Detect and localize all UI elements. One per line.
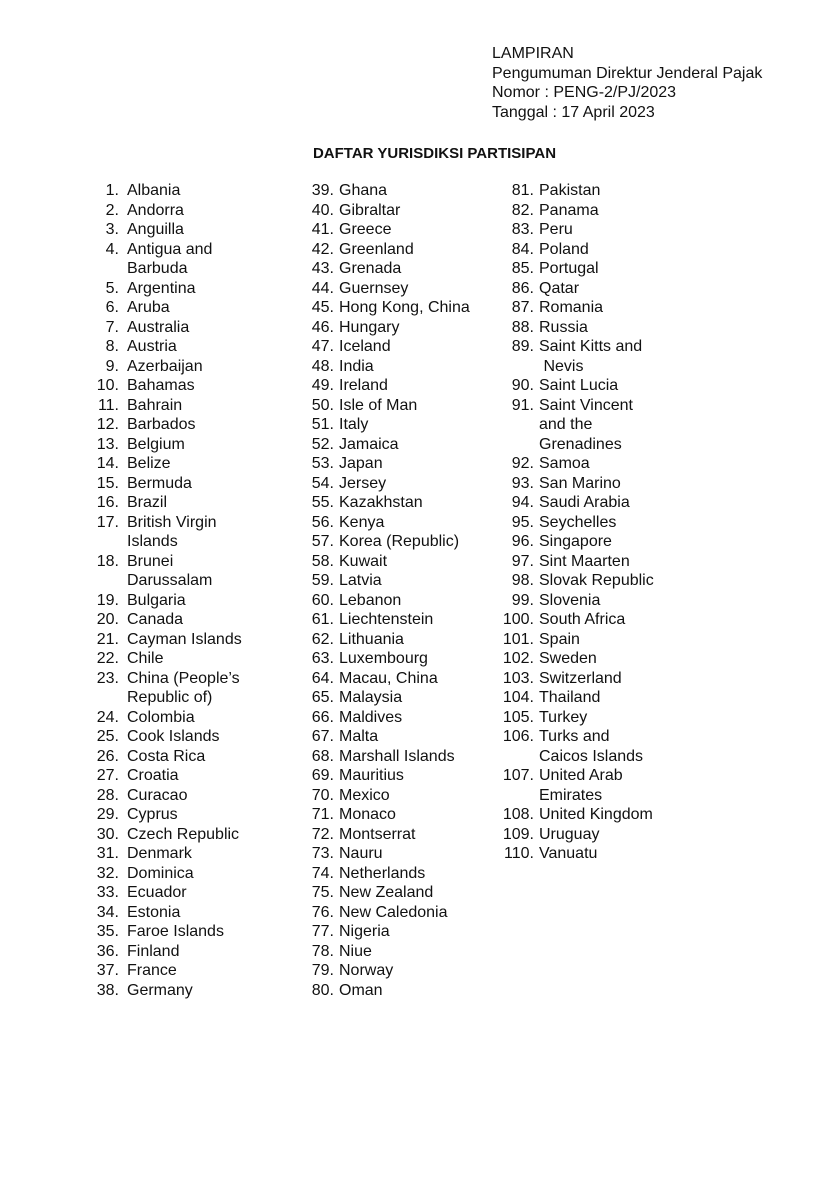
item-number: 75. [311,884,334,901]
jurisdiction-name: Nigeria [339,923,390,940]
jurisdiction-name: Saudi Arabia [539,494,630,511]
item-number: 68. [311,747,334,765]
jurisdiction-name: Slovak Republic [539,572,654,589]
jurisdiction-name: Lithuania [339,630,404,648]
jurisdiction-item [0,942,470,962]
jurisdiction-name: United Kingdom [539,806,653,823]
jurisdiction-name: Nauru [339,845,383,862]
jurisdiction-name: San Marino [539,474,621,492]
jurisdiction-name: Curacao [127,786,188,804]
item-number: 18. [96,552,119,570]
item-number: 38. [96,981,119,999]
item-number: 19. [96,591,119,609]
item-number: 30. [96,825,119,843]
jurisdiction-name: Maldives [339,708,403,726]
header-line-number: Nomor : PENG-2/PJ/2023 [492,84,677,101]
jurisdiction-item [0,220,654,240]
item-number: 44. [311,279,334,297]
item-number: 87. [511,299,534,316]
item-number: 2. [105,201,119,219]
jurisdiction-name: Guernsey [339,279,409,297]
jurisdiction-name: Sweden [539,650,597,667]
jurisdiction-item [0,961,470,981]
item-number: 63. [311,650,334,667]
item-number: 51. [311,416,334,433]
item-number: 65. [311,689,334,706]
jurisdiction-item [0,259,654,279]
item-number: 66. [311,708,334,726]
item-number: 84. [511,240,534,258]
jurisdiction-name: China (People’s Republic of) [127,669,240,706]
item-number: 5. [105,279,119,297]
jurisdiction-item [0,474,654,494]
jurisdiction-item [0,883,470,903]
jurisdiction-name: Czech Republic [127,825,240,843]
jurisdiction-name: Montserrat [339,825,416,843]
jurisdiction-name: Kazakhstan [339,494,423,511]
jurisdiction-name: Niue [339,942,372,960]
item-number: 37. [96,962,119,979]
jurisdiction-name: Denmark [127,845,192,862]
jurisdiction-name: Turkey [539,708,588,726]
jurisdiction-name: Mauritius [339,767,404,784]
item-number: 69. [311,767,334,784]
item-number: 78. [311,942,334,960]
jurisdiction-name: Portugal [539,260,599,277]
item-number: 25. [96,728,119,745]
jurisdiction-item [0,493,654,513]
jurisdiction-name: Kuwait [339,552,388,570]
jurisdiction-name: Argentina [127,279,196,297]
jurisdiction-name: Colombia [127,708,195,726]
jurisdiction-name: Saint Vincent and the Grenadines [539,396,633,453]
item-number: 104. [502,689,534,706]
item-number: 61. [311,611,334,628]
item-number: 70. [311,786,334,804]
jurisdiction-name: United Arab Emirates [539,767,623,804]
jurisdiction-name: Italy [339,416,369,433]
item-number: 24. [96,708,119,726]
jurisdiction-item [0,396,654,455]
jurisdiction-item [0,630,654,650]
jurisdiction-name: Bahamas [127,377,195,394]
jurisdiction-item [0,805,654,825]
item-number: 101. [502,630,534,648]
header-line-date: Tanggal : 17 April 2023 [492,103,655,121]
item-number: 80. [311,981,334,999]
item-number: 86. [511,279,534,297]
jurisdiction-name: India [339,357,374,375]
item-number: 54. [311,474,334,492]
item-number: 15. [96,474,119,492]
item-number: 46. [311,318,334,336]
jurisdiction-name: Cayman Islands [127,630,242,648]
jurisdiction-item [0,708,654,728]
jurisdiction-item [0,727,654,766]
jurisdiction-name: South Africa [539,611,626,628]
item-number: 40. [311,201,334,219]
jurisdiction-name: Costa Rica [127,747,206,765]
item-number: 58. [311,552,334,570]
item-number: 92. [511,455,534,472]
jurisdiction-item [0,591,654,611]
item-number: 43. [311,260,334,277]
jurisdiction-name: Qatar [539,279,580,297]
jurisdiction-name: Greenland [339,240,414,258]
jurisdiction-name: Latvia [339,572,382,589]
item-number: 29. [96,806,119,823]
jurisdiction-name: Bulgaria [127,591,186,609]
jurisdiction-item [0,201,654,221]
jurisdiction-name: Monaco [339,806,396,823]
jurisdiction-item [0,864,470,884]
jurisdiction-name: Ecuador [127,884,187,901]
jurisdiction-name: Macau, China [339,669,438,687]
item-number: 99. [511,591,534,609]
item-number: 105. [502,708,534,726]
item-number: 71. [311,806,334,823]
jurisdiction-item [0,298,654,318]
item-number: 7. [105,318,119,336]
item-number: 62. [311,630,334,648]
jurisdiction-name: Liechtenstein [339,611,434,628]
jurisdiction-item [0,922,470,942]
item-number: 8. [105,338,119,355]
jurisdiction-name: Uruguay [539,825,600,843]
jurisdiction-name: Jamaica [339,435,399,453]
jurisdiction-item [0,240,654,260]
item-number: 9. [105,357,119,375]
jurisdiction-item [0,376,654,396]
item-number: 32. [96,864,119,882]
jurisdiction-item [0,532,654,552]
item-number: 39. [311,182,334,199]
jurisdiction-item [0,981,470,1001]
jurisdiction-name: Saint Lucia [539,377,619,394]
item-number: 4. [105,240,119,258]
item-number: 53. [311,455,334,472]
item-number: 74. [311,864,334,882]
item-number: 33. [96,884,119,901]
jurisdiction-name: Malta [339,728,379,745]
item-number: 31. [96,845,119,862]
jurisdiction-item [0,552,654,572]
item-number: 21. [96,630,119,648]
jurisdiction-name: Faroe Islands [127,923,224,940]
jurisdiction-name: Azerbaijan [127,357,203,375]
item-number: 11. [97,396,119,414]
item-number: 52. [311,435,334,453]
jurisdiction-name: British Virgin Islands [127,513,217,550]
item-number: 47. [311,338,334,355]
item-number: 45. [311,299,334,316]
jurisdiction-name: Sint Maarten [539,552,630,570]
item-number: 28. [96,786,119,804]
item-number: 73. [311,845,334,862]
item-number: 106. [502,728,534,745]
item-number: 50. [311,396,334,414]
jurisdiction-name: Canada [127,611,184,628]
jurisdiction-item [0,337,654,376]
item-number: 90. [511,377,534,394]
jurisdiction-item [0,825,654,845]
item-number: 108. [502,806,534,823]
jurisdiction-name: Oman [339,981,383,999]
item-number: 79. [311,962,334,979]
jurisdiction-item [0,279,654,299]
jurisdiction-name: Mexico [339,786,390,804]
jurisdiction-name: Albania [127,182,181,199]
jurisdiction-item [0,610,654,630]
item-number: 72. [311,825,334,843]
item-number: 3. [105,221,119,238]
item-number: 48. [311,357,334,375]
jurisdiction-name: Barbados [127,416,196,433]
jurisdiction-name: Brazil [127,494,168,511]
jurisdiction-name: Spain [539,630,580,648]
jurisdiction-name: Luxembourg [339,650,428,667]
jurisdiction-name: Bahrain [127,396,183,414]
item-number: 103. [502,669,534,687]
jurisdiction-name: Hungary [339,318,400,336]
jurisdiction-name: Greece [339,221,392,238]
item-number: 60. [311,591,334,609]
item-number: 110. [504,845,534,862]
jurisdiction-item [0,903,470,923]
item-number: 107. [502,767,534,784]
item-number: 41. [311,221,334,238]
jurisdiction-name: Hong Kong, China [339,299,470,316]
item-number: 10. [96,377,119,394]
attachment-header [492,44,762,122]
jurisdiction-name: Brunei Darussalam [127,552,213,589]
item-number: 85. [511,260,534,277]
jurisdiction-name: Turks and Caicos Islands [539,728,644,765]
jurisdiction-name: Anguilla [127,221,184,238]
item-number: 23. [96,669,119,687]
item-number: 81. [511,182,534,199]
item-number: 59. [311,572,334,589]
item-number: 91. [511,396,534,414]
item-number: 42. [311,240,334,258]
jurisdiction-item [0,844,654,864]
jurisdiction-name: New Zealand [339,884,434,901]
item-number: 95. [511,513,534,531]
item-number: 34. [96,903,119,921]
item-number: 76. [311,903,334,921]
item-number: 55. [311,494,334,511]
jurisdiction-name: Jersey [339,474,387,492]
jurisdiction-name: Marshall Islands [339,747,455,765]
item-number: 56. [311,513,334,531]
item-number: 22. [96,650,119,667]
jurisdiction-name: Thailand [539,689,601,706]
jurisdiction-name: Bermuda [127,474,192,492]
jurisdiction-name: Grenada [339,260,402,277]
jurisdiction-item [0,649,654,669]
jurisdiction-name: Saint Kitts and Nevis [539,338,643,375]
item-number: 94. [511,494,534,511]
jurisdiction-name: Croatia [127,767,179,784]
jurisdiction-name: Belgium [127,435,185,453]
jurisdiction-name: Russia [539,318,588,336]
jurisdiction-name: Dominica [127,864,194,882]
header-line-lampiran: LAMPIRAN [492,45,574,62]
item-number: 36. [96,942,119,960]
item-number: 57. [311,533,334,550]
jurisdiction-item [0,571,654,591]
jurisdiction-name: Lebanon [339,591,402,609]
jurisdiction-name: France [127,962,177,979]
jurisdiction-item [0,318,654,338]
jurisdiction-name: Isle of Man [339,396,418,414]
jurisdiction-name: Finland [127,942,180,960]
jurisdiction-name: Japan [339,455,383,472]
jurisdiction-name: Korea (Republic) [339,533,460,550]
item-number: 97. [511,552,534,570]
item-number: 35. [96,923,119,940]
jurisdiction-name: Panama [539,201,599,219]
jurisdiction-name: Samoa [539,455,590,472]
jurisdiction-name: Peru [539,221,573,238]
jurisdiction-item [0,766,654,805]
item-number: 67. [311,728,334,745]
jurisdiction-name: Seychelles [539,513,617,531]
jurisdiction-item [0,181,654,201]
jurisdiction-item [0,513,654,533]
item-number: 26. [96,747,119,765]
jurisdiction-item [0,454,654,474]
jurisdiction-item [0,688,654,708]
jurisdiction-name: Slovenia [539,591,601,609]
jurisdiction-name: Aruba [127,299,170,316]
jurisdiction-name: Cyprus [127,806,178,823]
item-number: 89. [511,338,534,355]
jurisdiction-name: Ireland [339,377,388,394]
jurisdiction-name: Poland [539,240,589,258]
jurisdiction-column-3 [0,181,654,864]
item-number: 17. [96,513,119,531]
jurisdiction-name: Ghana [339,182,388,199]
item-number: 6. [105,299,119,316]
item-number: 82. [511,201,534,219]
item-number: 88. [511,318,534,336]
item-number: 83. [511,221,534,238]
jurisdiction-name: Romania [539,299,604,316]
jurisdiction-name: Kenya [339,513,385,531]
jurisdiction-name: Austria [127,338,177,355]
item-number: 20. [96,611,119,628]
item-number: 77. [311,923,334,940]
jurisdiction-name: Estonia [127,903,181,921]
jurisdiction-name: Vanuatu [539,845,598,862]
item-number: 93. [511,474,534,492]
jurisdiction-name: Antigua and Barbuda [127,240,213,277]
jurisdiction-name: Belize [127,455,171,472]
item-number: 49. [311,377,334,394]
item-number: 1. [105,182,119,199]
jurisdiction-name: New Caledonia [339,903,448,921]
jurisdiction-name: Australia [127,318,190,336]
jurisdiction-name: Andorra [127,201,184,219]
item-number: 96. [511,533,534,550]
header-line-announcement: Pengumuman Direktur Jenderal Pajak [492,64,763,82]
jurisdiction-name: Singapore [539,533,612,550]
jurisdiction-name: Gibraltar [339,201,401,219]
document-title: DAFTAR YURISDIKSI PARTISIPAN [312,145,557,162]
item-number: 27. [96,767,119,784]
item-number: 14. [96,455,119,472]
jurisdiction-name: Iceland [339,338,391,355]
item-number: 13. [96,435,119,453]
item-number: 109. [502,825,534,843]
jurisdiction-name: Norway [339,962,394,979]
jurisdiction-name: Chile [127,650,164,667]
item-number: 100. [502,611,534,628]
item-number: 12. [96,416,119,433]
jurisdiction-name: Pakistan [539,182,601,199]
jurisdiction-name: Malaysia [339,689,403,706]
item-number: 64. [311,669,334,687]
item-number: 102. [502,650,534,667]
jurisdiction-name: Switzerland [539,669,622,687]
item-number: 98. [511,572,534,589]
jurisdiction-name: Cook Islands [127,728,220,745]
jurisdiction-name: Germany [127,981,193,999]
jurisdiction-name: Netherlands [339,864,426,882]
item-number: 16. [96,494,119,511]
jurisdiction-item [0,669,654,689]
